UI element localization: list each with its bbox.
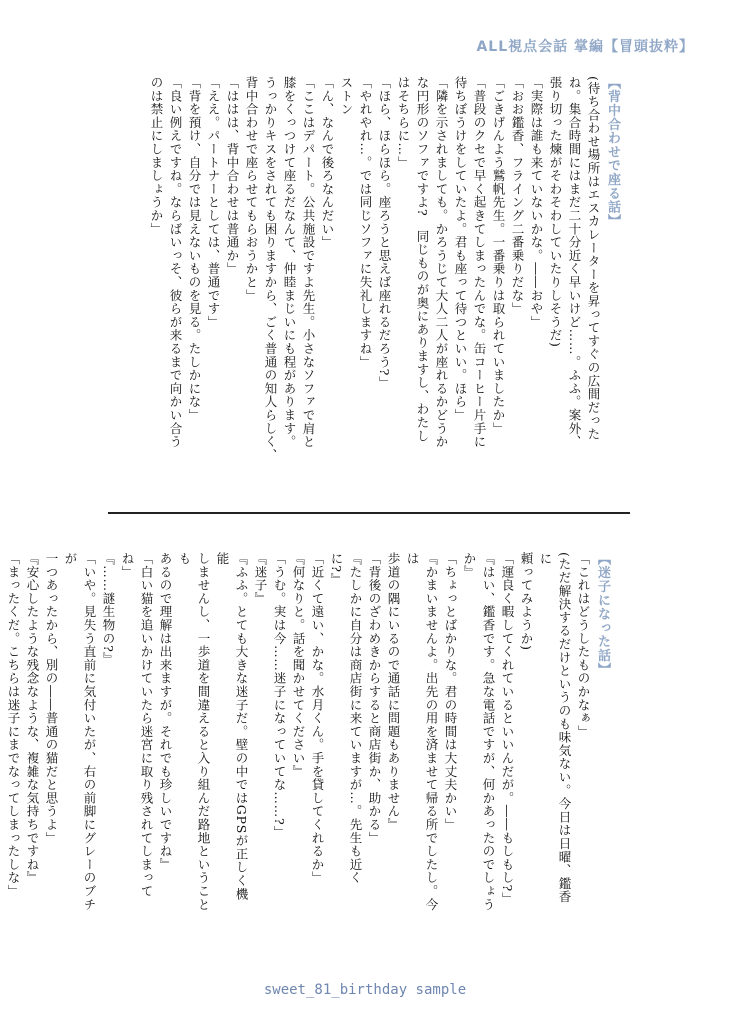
section-lost-child <box>6 552 612 912</box>
sample-footer: sweet_81_birthday sample <box>263 982 467 998</box>
section-divider <box>108 512 630 514</box>
section-body: (待ち合わせ場所はエスカレーターを昇ってすぐの広間だった ね。集合時間にはまだ二十分近く早いけど……。ふふ。案外、 張り切った煉がそわそわしていたりしそうだ) 「実際は誰も来ていないかな。――おや」 「おお鑑香、フライング二番乗りだな」 「ごきげんよう鷲帆先生。一番乗りは取られていましたか」 「普段のクセで早く起きてしまったんでな。缶コーヒー片手に 待ちぼうけをしていたよ。君も座って待つといい。ほら」 「隣を示されましても。かろうじて大人二人が座れるかどうか な円形のソファですよ? 同じものが奥にありますし、わたし はそちらに…」 「ほら、ほらほら。座ろうと思えば座れるだろう?」 「やれやれ…。では同じソファに失礼しますね」 ストン 「ん、なんで後ろなんだい」 「ここはデパート。公共施設ですよ先生。小さなソファで肩と 膝をくっつけて座るだなんて、仲睦まじいにも程があります。 うっかりキスをされても困りますから、ごく普通の知人らしく、 背中合わせで座らせてもらおうかと」 「ははは、背中合わせは普通か」 「ええ。パートナーとしては、普通です」 「背を預け、自分では見えないものを見る。たしかにな」 「良い例えですね。ならばいっそ、彼らが来るまで向かい合う のは禁止にしましょうか」 <box>149 76 601 462</box>
book-title-header: ALL視点会話 掌編【冒頭抜粋】 <box>476 39 694 55</box>
section-title: 【迷子になった話】 <box>595 552 610 677</box>
section-back-to-back <box>122 76 622 496</box>
section-title: 【背中合わせで座る話】 <box>605 76 620 228</box>
section-body: 「これはどうしたものかなぁ」 (ただ解決するだけというのも味気ない。今日は日曜、鑑香に 頼ってみようか) 「運良く暇してくれているといいんだが。――もしもし?」 『はい、鑑香です。急な電話ですが、何かあったのでしょうか』 「ちょっとばかりな。君の時間は大丈夫かい」 『かまいませんよ。出先の用を済ませて帰る所でしたし。今は 歩道の隅にいるので通話に問題もありません』 「背後のざわめきからすると商店街か、助かる」 『たしかに自分は商店街に来ていますが…。先生も近くに?』 「近くて遠い、かな。水月くん。手を貸してくれるか」 『何なりと。話を聞かせてください』 「うむ。実は今……迷子になっていてな……?」 『迷子』 『ふふ。とても大きな迷子だ。壁の中ではGPSが正しく機能 しませんし、一歩道を間違えると入り組んだ路地ということも あるので理解は出来ますが。それでも珍しいですね』 「白い猫を追いかけていたら迷宮に取り残されてしまってね」 『……謎生物の?』 「いや。見失う直前に気付いたが、右の前脚にグレーのブチが 一つあったから、別の――普通の猫だと思うよ」 『安心したような残念なような、複雑な気持ちですね』 「まったくだ。こちらは迷子にまでなってしまったしな」 <box>6 552 591 912</box>
